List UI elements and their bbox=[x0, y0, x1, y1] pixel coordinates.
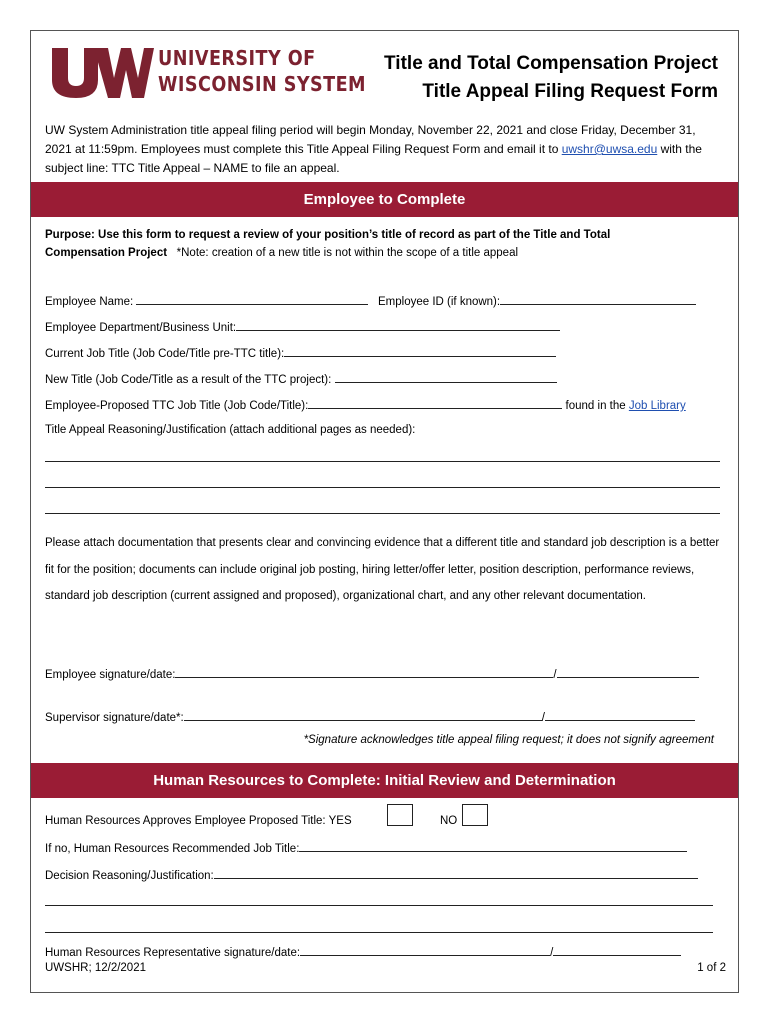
employee-section-heading: Employee to Complete bbox=[31, 182, 738, 217]
intro-text-end: with the subject line: TTC Title Appeal – NAME to file an appeal. bbox=[45, 142, 702, 175]
footer-page-number: 1 of 2 bbox=[697, 962, 726, 974]
department-field[interactable] bbox=[236, 318, 560, 331]
yes-label: YES bbox=[328, 815, 352, 827]
job-library-link[interactable]: Job Library bbox=[628, 400, 686, 412]
decision-field[interactable] bbox=[214, 866, 698, 879]
supervisor-signature-slash: / bbox=[541, 712, 545, 724]
purpose-note: *Note: creation of a new title is not within the scope of a title appeal bbox=[176, 247, 519, 259]
yes-checkbox[interactable] bbox=[387, 804, 413, 826]
no-checkbox[interactable] bbox=[462, 804, 488, 826]
employee-name-label: Employee Name: bbox=[45, 296, 134, 308]
supervisor-signature-label: Supervisor signature/date*: bbox=[45, 712, 184, 724]
employee-name-row bbox=[45, 292, 696, 310]
hr-signature-row bbox=[45, 943, 681, 961]
employee-id-field[interactable] bbox=[500, 292, 696, 305]
hr-signature-label: Human Resources Representative signature/date: bbox=[45, 947, 301, 959]
proposed-title-row bbox=[45, 396, 686, 414]
hr-signature-field[interactable] bbox=[300, 943, 550, 956]
uw-system-logo bbox=[50, 44, 367, 102]
current-title-label: Current Job Title (Job Code/Title pre-TTC title): bbox=[45, 348, 285, 360]
form-title-line-1: Title and Total Compensation Project bbox=[384, 53, 718, 74]
current-title-row bbox=[45, 344, 556, 362]
purpose-line-2 bbox=[45, 245, 518, 261]
employee-date-field[interactable] bbox=[557, 665, 699, 678]
employee-name-field[interactable] bbox=[136, 292, 368, 305]
hr-section-heading: Human Resources to Complete: Initial Review and Determination bbox=[31, 763, 738, 798]
recommended-title-row bbox=[45, 839, 687, 857]
current-title-field[interactable] bbox=[284, 344, 556, 357]
recommended-title-label: If no, Human Resources Recommended Job Title: bbox=[45, 843, 300, 855]
intro-paragraph bbox=[45, 121, 725, 178]
proposed-title-field[interactable] bbox=[308, 396, 562, 409]
logo-line-wisconsin-system: WISCONSIN SYSTEM bbox=[158, 72, 367, 96]
hr-approves-row bbox=[45, 813, 352, 829]
employee-id-label: Employee ID (if known): bbox=[378, 296, 501, 308]
form-title bbox=[384, 50, 718, 106]
employee-signature-field[interactable] bbox=[175, 665, 553, 678]
new-title-label: New Title (Job Code/Title as a result of the TTC project): bbox=[45, 374, 332, 386]
decision-label: Decision Reasoning/Justification: bbox=[45, 870, 214, 882]
logo-line-university: UNIVERSITY OF bbox=[158, 46, 316, 70]
department-label: Employee Department/Business Unit: bbox=[45, 322, 237, 334]
hr-date-field[interactable] bbox=[553, 943, 681, 956]
new-title-row bbox=[45, 370, 557, 388]
recommended-title-field[interactable] bbox=[299, 839, 687, 852]
purpose-line-1: Purpose: Use this form to request a review of your position’s title of record as part of the Title and Total bbox=[45, 229, 611, 241]
intro-text: UW System Administration title appeal filing period will begin Monday, November 22, 2021 and close Friday, December 31, 2021 at 11:59pm. Employees must complete this Title Appeal Filing Request Form and email it to bbox=[45, 123, 696, 156]
signature-note: *Signature acknowledges title appeal filing request; it does not signify agreement bbox=[303, 734, 714, 746]
reasoning-line-3[interactable] bbox=[45, 513, 720, 514]
hr-approves-label: Human Resources Approves Employee Proposed Title: bbox=[45, 815, 326, 827]
decision-line-3[interactable] bbox=[45, 932, 713, 933]
supervisor-signature-row bbox=[45, 708, 695, 726]
reasoning-label: Title Appeal Reasoning/Justification (attach additional pages as needed): bbox=[45, 424, 416, 436]
employee-signature-label: Employee signature/date: bbox=[45, 669, 176, 681]
reasoning-line-1[interactable] bbox=[45, 461, 720, 462]
decision-row bbox=[45, 866, 698, 884]
footer-doc-id: UWSHR; 12/2/2021 bbox=[45, 962, 146, 974]
uw-logo-mark bbox=[50, 44, 154, 100]
department-row bbox=[45, 318, 560, 336]
email-link[interactable]: uwshr@uwsa.edu bbox=[561, 142, 658, 156]
form-title-line-2: Title Appeal Filing Request Form bbox=[422, 81, 718, 102]
documentation-paragraph: Please attach documentation that presents clear and convincing evidence that a different title and standard job description is a better fit for the position; documents can include original job posting, hiring letter/offer letter, position description, performance reviews, standard job description (current assigned and proposed), organizational chart, and any other relevant documentation. bbox=[45, 537, 720, 602]
new-title-field[interactable] bbox=[335, 370, 557, 383]
supervisor-date-field[interactable] bbox=[545, 708, 695, 721]
employee-signature-row bbox=[45, 665, 699, 683]
employee-signature-slash: / bbox=[553, 669, 557, 681]
proposed-title-label: Employee-Proposed TTC Job Title (Job Code/Title): bbox=[45, 400, 309, 412]
found-in-text: found in the bbox=[565, 400, 626, 412]
decision-line-2[interactable] bbox=[45, 905, 713, 906]
purpose-bold: Compensation Project bbox=[45, 247, 168, 259]
hr-signature-slash: / bbox=[550, 947, 554, 959]
supervisor-signature-field[interactable] bbox=[184, 708, 542, 721]
no-label: NO bbox=[440, 815, 458, 827]
reasoning-line-2[interactable] bbox=[45, 487, 720, 488]
